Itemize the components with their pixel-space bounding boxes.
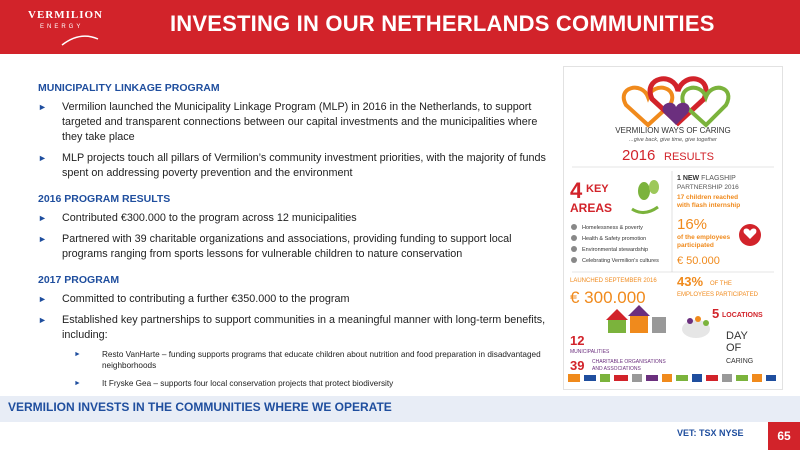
- program-amount: € 300.000: [570, 288, 646, 307]
- day-of-caring-3: CARING: [726, 358, 754, 365]
- key-areas-label1: KEY: [586, 183, 609, 195]
- municipalities-number: 12: [570, 333, 585, 348]
- key-area-item: Homelessness & poverty: [582, 225, 643, 231]
- people-map-icon: [682, 316, 710, 338]
- section-heading-2016: 2016 PROGRAM RESULTS: [38, 193, 171, 205]
- logo-swoosh-icon: [60, 33, 100, 47]
- municipalities-label: MUNICIPALITIES: [570, 349, 610, 355]
- key-area-item: Environmental stewardship: [582, 247, 649, 253]
- vermilion-logo: [0, 0, 150, 54]
- flagship-amount: € 50.000: [677, 255, 720, 267]
- results-label: RESULTS: [664, 151, 714, 163]
- employees2-line1: OF THE: [710, 281, 732, 287]
- bullet-arrow-icon: ►: [38, 153, 47, 163]
- plant-hand-icon: [632, 180, 659, 213]
- organisations-number: 39: [570, 358, 585, 373]
- locations-number: 5: [712, 306, 720, 321]
- organisations-line1: CHARITABLE ORGANISATIONS: [592, 359, 666, 365]
- heart-hand-icon: [739, 224, 761, 246]
- employees-pct-2017: 43%: [677, 274, 704, 289]
- main-content: [38, 82, 558, 396]
- section-heading-mlp: MUNICIPALITY LINKAGE PROGRAM: [38, 82, 220, 94]
- bullet-item: ► Vermilion launched the Municipality Linkage Program (MLP) in 2016 in the Netherlands, to support targeted and transparent connections between our capital investments and the municipalities where they take place: [38, 101, 538, 143]
- ways-of-caring-infographic: [563, 66, 783, 390]
- results-year: 2016: [622, 147, 656, 164]
- employees-line1: of the employees: [677, 234, 731, 241]
- children-line1: 17 children reached: [677, 194, 739, 201]
- page-number: 65: [768, 422, 800, 450]
- bullet-arrow-icon: ►: [38, 315, 47, 325]
- flagship-new: 1 NEW: [677, 175, 700, 182]
- key-area-item: Health & Safety promotion: [582, 236, 647, 242]
- partner-logos-strip: [568, 374, 776, 382]
- locations-label: LOCATIONS: [722, 312, 763, 319]
- ways-subtitle: ...give back, give time, give together: [629, 137, 717, 143]
- bullet-item: ► Contributed €300.000 to the program across 12 municipalities: [38, 212, 357, 224]
- employees2-line2: EMPLOYEES PARTICIPATED: [677, 292, 758, 298]
- sub-bullet-item: ► It Fryske Gea – supports four local conservation projects that protect biodiversity: [74, 379, 394, 388]
- bullet-item: ► Committed to contributing a further €350.000 to the program: [38, 293, 350, 305]
- logo-subtext: ENERGY: [40, 24, 84, 30]
- hearts-logo-icon: [624, 79, 729, 125]
- page-title: INVESTING IN OUR NETHERLANDS COMMUNITIES: [170, 11, 715, 36]
- section-heading-2017: 2017 PROGRAM: [38, 274, 120, 286]
- bullet-item: ► MLP projects touch all pillars of Vermilion’s community investment priorities, with the majority of funds spent on addressing poverty prevention and the environment: [38, 152, 546, 179]
- bullet-item: ► Established key partnerships to support communities in a meaningful manner with long-term benefits, including:: [38, 314, 546, 341]
- bullet-item: ► Partnered with 39 charitable organizations and associations, providing funding to support local programs ranging from sports lessons for vulnerable children to nature conservation: [38, 233, 512, 260]
- launched-label: LAUNCHED SEPTEMBER 2016: [570, 278, 657, 284]
- sub-bullet-item: ► Resto VanHarte – funding supports programs that educate children about nutrition and food preparation in disadvantaged neighborhoods: [74, 350, 541, 370]
- key-areas-number: 4: [570, 178, 583, 203]
- day-of-caring-1: DAY: [726, 330, 748, 342]
- sub-bullet-arrow-icon: ►: [74, 380, 81, 387]
- bullet-arrow-icon: ►: [38, 213, 47, 223]
- ways-title: VERMILION WAYS OF CARING: [615, 126, 731, 135]
- organisations-line2: AND ASSOCIATIONS: [592, 366, 641, 372]
- footer-tagline: VERMILION INVESTS IN THE COMMUNITIES WHERE WE OPERATE: [8, 400, 392, 414]
- day-of-caring-2: OF: [726, 342, 742, 354]
- flagship-line2: PARTNERSHIP 2016: [677, 184, 739, 191]
- houses-icon: [606, 305, 666, 333]
- employees-pct-2016: 16%: [677, 216, 708, 233]
- sub-bullet-arrow-icon: ►: [74, 351, 81, 358]
- key-area-item: Celebrating Vermilion's cultures: [582, 258, 659, 264]
- bullet-arrow-icon: ►: [38, 102, 47, 112]
- svg-text:1 NEW FLAGSHIP: [677, 175, 736, 182]
- stock-tickers: VET: TSX NYSE: [677, 428, 744, 438]
- key-areas-label2: AREAS: [570, 201, 613, 215]
- bullet-arrow-icon: ►: [38, 294, 47, 304]
- bullet-arrow-icon: ►: [38, 234, 47, 244]
- employees-line2: participated: [677, 242, 714, 249]
- children-line2: with flash internship: [677, 202, 741, 209]
- logo-text: VERMILION: [28, 9, 104, 21]
- flagship-text: FLAGSHIP: [701, 175, 736, 182]
- header-bar: [0, 0, 800, 54]
